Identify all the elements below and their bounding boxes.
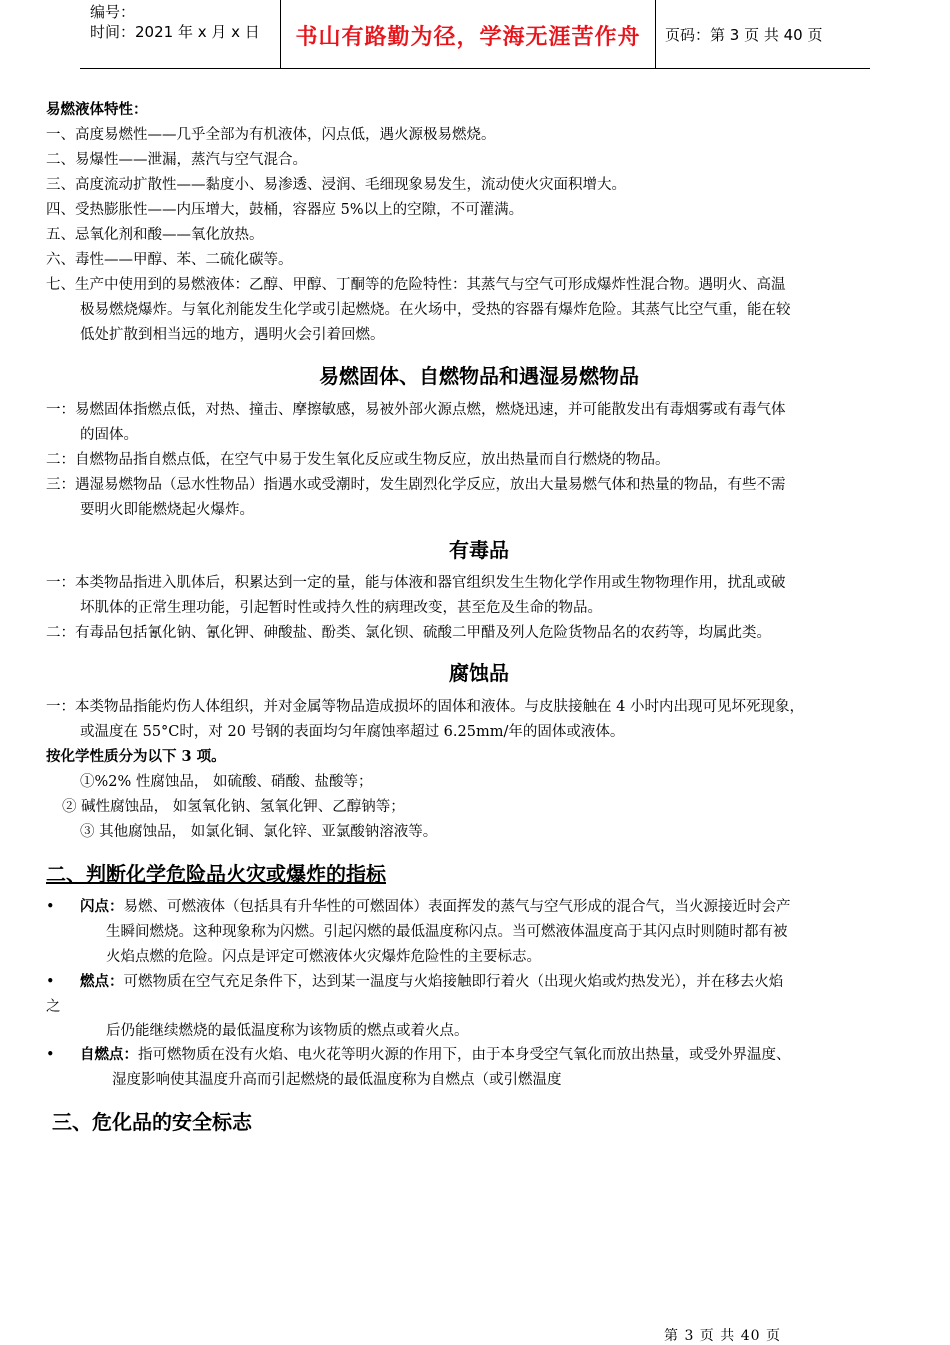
list-item-continued: 生瞬间燃烧。这种现象称为闪燃。引起闪燃的最低温度称闪点。当可燃液体温度高于其闪点时则随时都有被 [106,924,788,940]
header-meta [90,2,260,42]
term-text: 易燃、可燃液体（包括具有升华性的可燃固体）表面挥发的蒸气与空气形成的混合气，当火源接近时会产 [123,899,791,915]
list-item: 一：易燃固体指燃点低，对热、撞击、摩擦敏感，易被外部火源点燃，燃烧迅速，并可能散发出有毒烟雾或有毒气体 [46,402,786,418]
list-item-continued: 极易燃烧爆炸。与氧化剂能发生化学或引起燃烧。在火场中，受热的容器有爆炸危险。其蒸气比空气重，能在较 [80,302,791,318]
header-motto: 书山有路勤为径，学海无涯苦作舟 [295,25,641,50]
list-item-continued: 之 [46,999,61,1015]
page-header [80,0,870,69]
list-item-continued: 要明火即能燃烧起火爆炸。 [80,502,254,518]
list-item: 二、易爆性——泄漏，蒸汽与空气混合。 [46,152,307,168]
list-item-continued: 的固体。 [80,427,138,443]
section-heading: 有毒品 [449,538,509,562]
list-item: 一：本类物品指进入肌体后，积累达到一定的量，能与体液和器官组织发生生物化学作用或生物物理作用，扰乱或破 [46,575,786,591]
header-divider [655,0,656,68]
auto-ignition-item [80,1045,791,1065]
list-item: 三、高度流动扩散性——黏度小、易渗透、浸润、毛细现象易发生，流动使火灾面积增大。 [46,177,626,193]
classify-title: 按化学性质分为以下 3 项。 [46,748,226,765]
list-item: 二：有毒品包括氰化钠、氰化钾、砷酸盐、酚类、氯化钡、硫酸二甲醋及列人危险货物品名的农药等，均属此类。 [46,625,771,641]
list-item: 五、忌氧化剂和酸——氧化放热。 [46,227,264,243]
list-item: 一、高度易燃性——几乎全部为有机液体，闪点低，遇火源极易燃烧。 [46,127,496,143]
time-label: 时间：2021 年 x 月 x 日 [90,23,260,41]
class-item: ③ 其他腐蚀品， 如氯化铜、氯化锌、亚氯酸钠溶液等。 [80,824,438,840]
term-text: 可燃物质在空气充足条件下，达到某一温度与火焰接触即行着火（出现火焰或灼热发光），并在移去火焰 [123,974,784,990]
list-item-continued: 后仍能继续燃烧的最低温度称为该物质的燃点或着火点。 [106,1023,469,1039]
flammable-liquid-title: 易燃液体特性： [46,101,148,118]
list-item-continued: 低处扩散到相当远的地方，遇明火会引着回燃。 [80,327,385,343]
list-item-continued: 或温度在 55°C时，对 20 号钢的表面均匀年腐蚀率超过 6.25mm/年的固体或液体。 [80,724,625,740]
list-item-continued: 坏肌体的正常生理功能，引起暂时性或持久性的病理改变，甚至危及生命的物品。 [80,600,602,616]
term-label: 燃点： [80,973,124,990]
number-label: 编号： [90,3,136,21]
class-item: ② 碱性腐蚀品， 如氢氧化钠、氢氧化钾、乙醇钠等； [62,799,405,815]
header-page-info: 页码：第 3 页 共 40 页 [665,26,823,44]
section-heading: 易燃固体、自燃物品和遇湿易燃物品 [319,364,639,388]
section-heading: 腐蚀品 [449,661,509,685]
section-3-title: 三、危化品的安全标志 [52,1110,252,1134]
term-label: 闪点： [80,898,124,915]
list-item-continued: 火焰点燃的危险。闪点是评定可燃液体火灾爆炸危险性的主要标志。 [106,949,541,965]
term-text: 指可燃物质在没有火焰、电火花等明火源的作用下，由于本身受空气氧化而放出热量，或受外界温度、 [138,1047,791,1063]
bullet: • [46,899,55,915]
list-item: 六、毒性——甲醇、苯、二硫化碳等。 [46,252,293,268]
list-item: 七、生产中使用到的易燃液体：乙醇、甲醇、丁酮等的危险特性：其蒸气与空气可形成爆炸性混合物。遇明火、高温 [46,277,786,293]
section-2-title: 二、判断化学危险品火灾或爆炸的指标 [46,862,386,886]
list-item: 一：本类物品指能灼伤人体组织，并对金属等物品造成损坏的固体和液体。与皮肤接触在 4 小时内出现可见坏死现象， [46,699,804,715]
list-item: 二：自燃物品指自燃点低，在空气中易于发生氧化反应或生物反应，放出热量而自行燃烧的物品。 [46,452,670,468]
list-item: 三：遇湿易燃物品（忌水性物品）指遇水或受潮时，发生剧烈化学反应，放出大量易燃气体和热量的物品，有些不需 [46,477,786,493]
fire-point-item [80,972,783,992]
class-item: ①%2% 性腐蚀品， 如硫酸、硝酸、盐酸等； [80,774,373,790]
bullet: • [46,1047,55,1063]
term-label: 自燃点： [80,1046,138,1063]
list-item-continued: 湿度影响使其温度升高而引起燃烧的最低温度称为自燃点（或引燃温度 [112,1072,562,1088]
bullet: • [46,974,55,990]
flash-point-item [80,897,791,917]
page-footer: 第 3 页 共 40 页 [664,1328,781,1344]
list-item: 四、受热膨胀性——内压增大，鼓桶，容器应 5%以上的空隙，不可灌满。 [46,202,524,218]
